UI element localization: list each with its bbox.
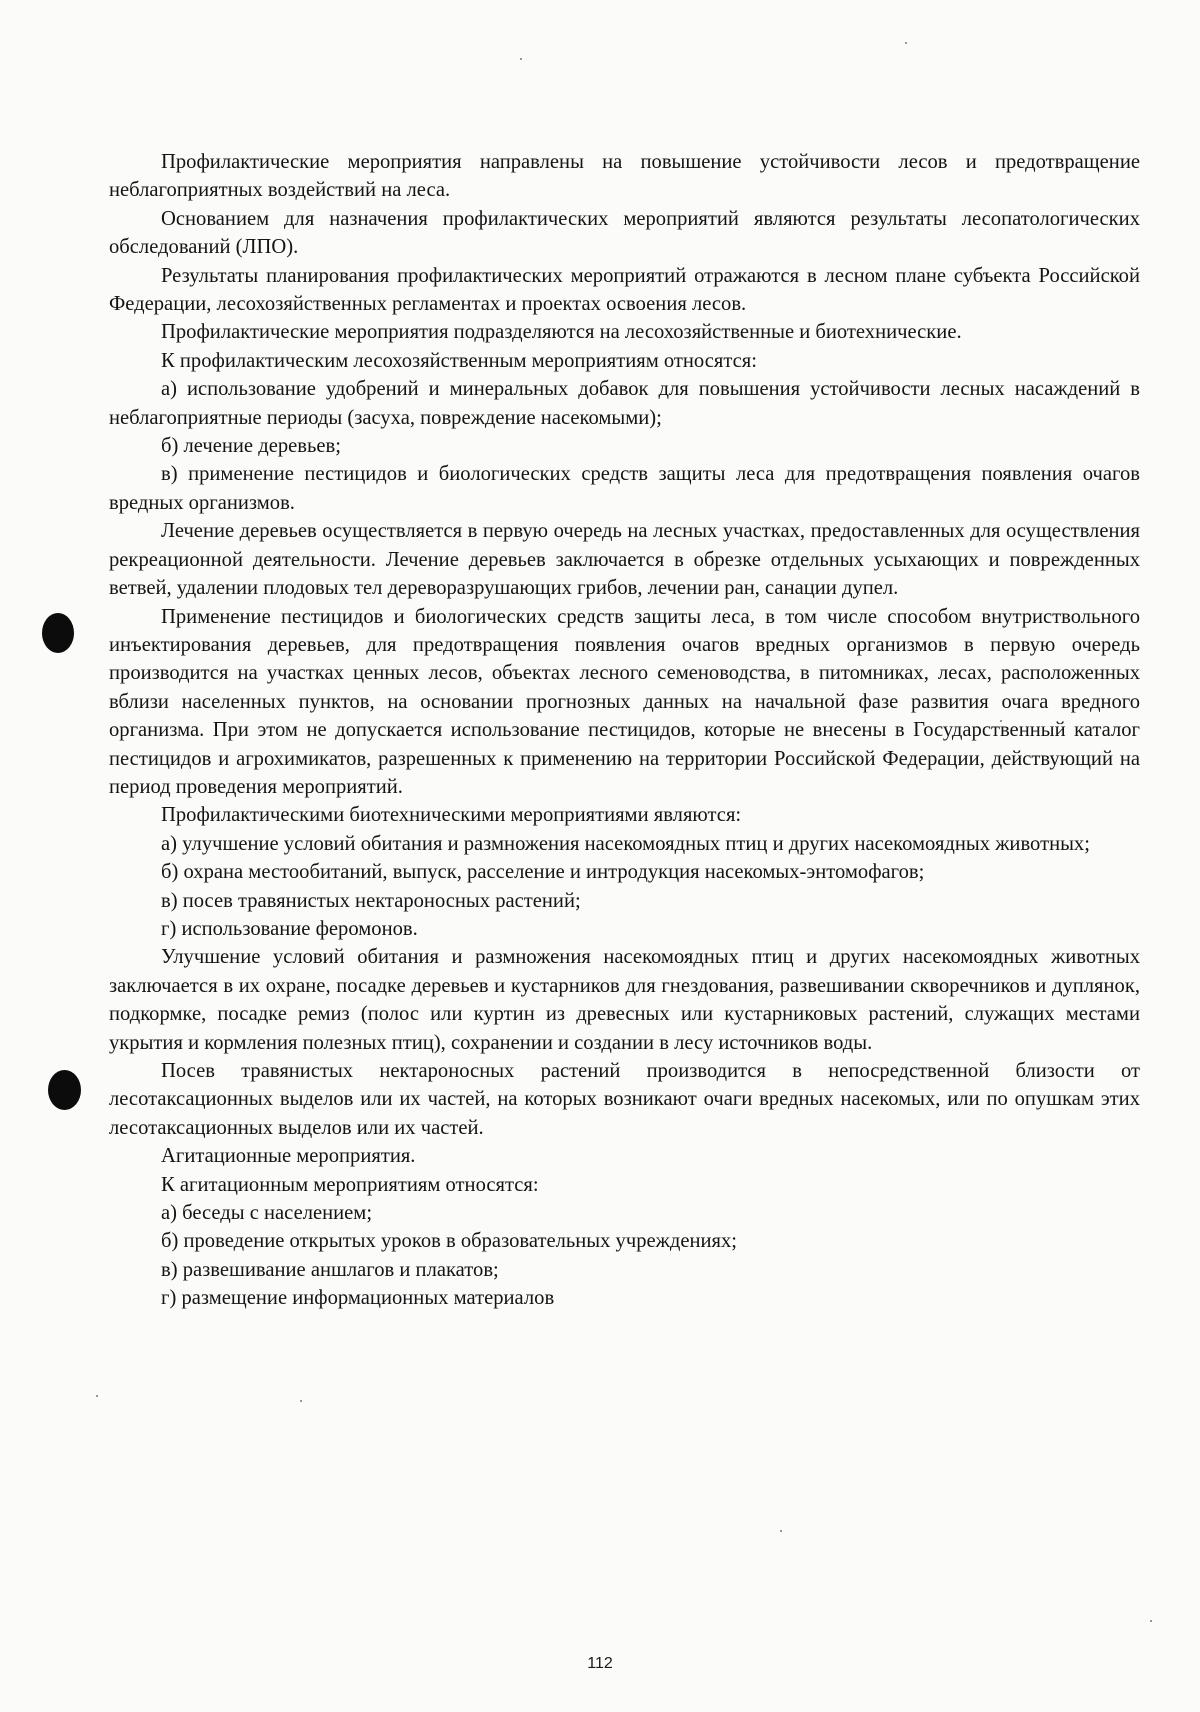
paragraph: Агитационные мероприятия. (161, 1145, 416, 1168)
page-number: 112 (587, 1655, 613, 1672)
list-item: г) использование феромонов. (161, 917, 418, 940)
paragraph: Лечение деревьев осуществляется в первую очередь на лесных участках, предоставленных для осуществления рекреационной деятельности. Лечение деревьев заключается в обрезке отдельных усыхающих и поврежденных ветвей, удалении плодовых тел дереворазрушающих грибов, лечении ран, санации дупел. (109, 520, 1140, 600)
list-item: б) охрана местообитаний, выпуск, расселение и интродукция насекомых-энтомофагов; (161, 861, 925, 884)
list-item: в) посев травянистых нектароносных растений; (161, 889, 581, 912)
list-item: а) использование удобрений и минеральных добавок для повышения устойчивости лесных насаждений в неблагоприятные периоды (засуха, повреждение насекомыми); (109, 378, 1140, 429)
punch-hole-mark (48, 1070, 81, 1110)
list-item: в) применение пестицидов и биологических средств защиты леса для предотвращения появления очагов вредных организмов. (109, 463, 1140, 514)
scan-speck (96, 1395, 98, 1397)
scan-speck (300, 1400, 302, 1402)
paragraph: Применение пестицидов и биологических средств защиты леса, в том числе способом внутриствольного инъектирования деревьев, для предотвращения появления очагов вредных организмов в первую очередь производится на участках ценных лесов, объектах лесного семеноводства, в питомниках, лесах, расположенных вблизи населенных пунктов, на основании прогнозных данных на начальной фазе развития очага вредного организма. При этом не допускается использование пестицидов, которые не внесены в Государственный каталог пестицидов и агрохимикатов, разрешенных к применению на территории Российской Федерации, действующий на период проведения мероприятий. (109, 605, 1140, 798)
paragraph: К агитационным мероприятиям относятся: (161, 1173, 539, 1196)
list-item: б) лечение деревьев; (161, 435, 341, 458)
list-item: в) развешивание аншлагов и плакатов; (161, 1258, 499, 1281)
list-item: а) улучшение условий обитания и размножения насекомоядных птиц и других насекомоядных животных; (161, 832, 1090, 855)
scan-speck (520, 58, 522, 60)
paragraph: Посев травянистых нектароносных растений производится в непосредственной близости от лесотаксационных выделов или их частей, на которых возникают очаги вредных насекомых, или по опушкам этих лесотаксационных выделов или их частей. (109, 1060, 1140, 1139)
list-item: а) беседы с населением; (161, 1202, 373, 1225)
scan-speck (780, 1530, 782, 1532)
paragraph: Результаты планирования профилактических мероприятий отражаются в лесном плане субъекта Российской Федерации, лесохозяйственных регламентах и проектах освоения лесов. (109, 264, 1140, 316)
punch-hole-mark (42, 613, 74, 653)
paragraph: Профилактические мероприятия направлены на повышение устойчивости лесов и предотвращение неблагоприятных воздействий на леса. (109, 151, 1140, 202)
scan-speck (1150, 1620, 1152, 1622)
paragraph: Профилактическими биотехническими мероприятиями являются: (161, 804, 742, 827)
paragraph: Основанием для назначения профилактических мероприятий являются результаты лесопатологических обследований (ЛПО). (109, 207, 1140, 259)
document-body (109, 148, 1140, 1313)
list-item: б) проведение открытых уроков в образовательных учреждениях; (161, 1230, 738, 1253)
list-item: г) размещение информационных материалов (161, 1287, 555, 1310)
paragraph: Улучшение условий обитания и размножения насекомоядных птиц и других насекомоядных животных заключается в их охране, посадке деревьев и кустарников для гнездования, развешивании скворечников и дуплянок, подкормке, посадке ремиз (полос или куртин из древесных или кустарниковых растений, служащих местами укрытия и кормления полезных птиц), сохранении и создании в лесу источников воды. (109, 946, 1140, 1054)
paragraph: Профилактические мероприятия подразделяются на лесохозяйственные и биотехнические. (161, 321, 962, 344)
paragraph: К профилактическим лесохозяйственным мероприятиям относятся: (161, 349, 757, 372)
scan-speck (905, 42, 907, 44)
